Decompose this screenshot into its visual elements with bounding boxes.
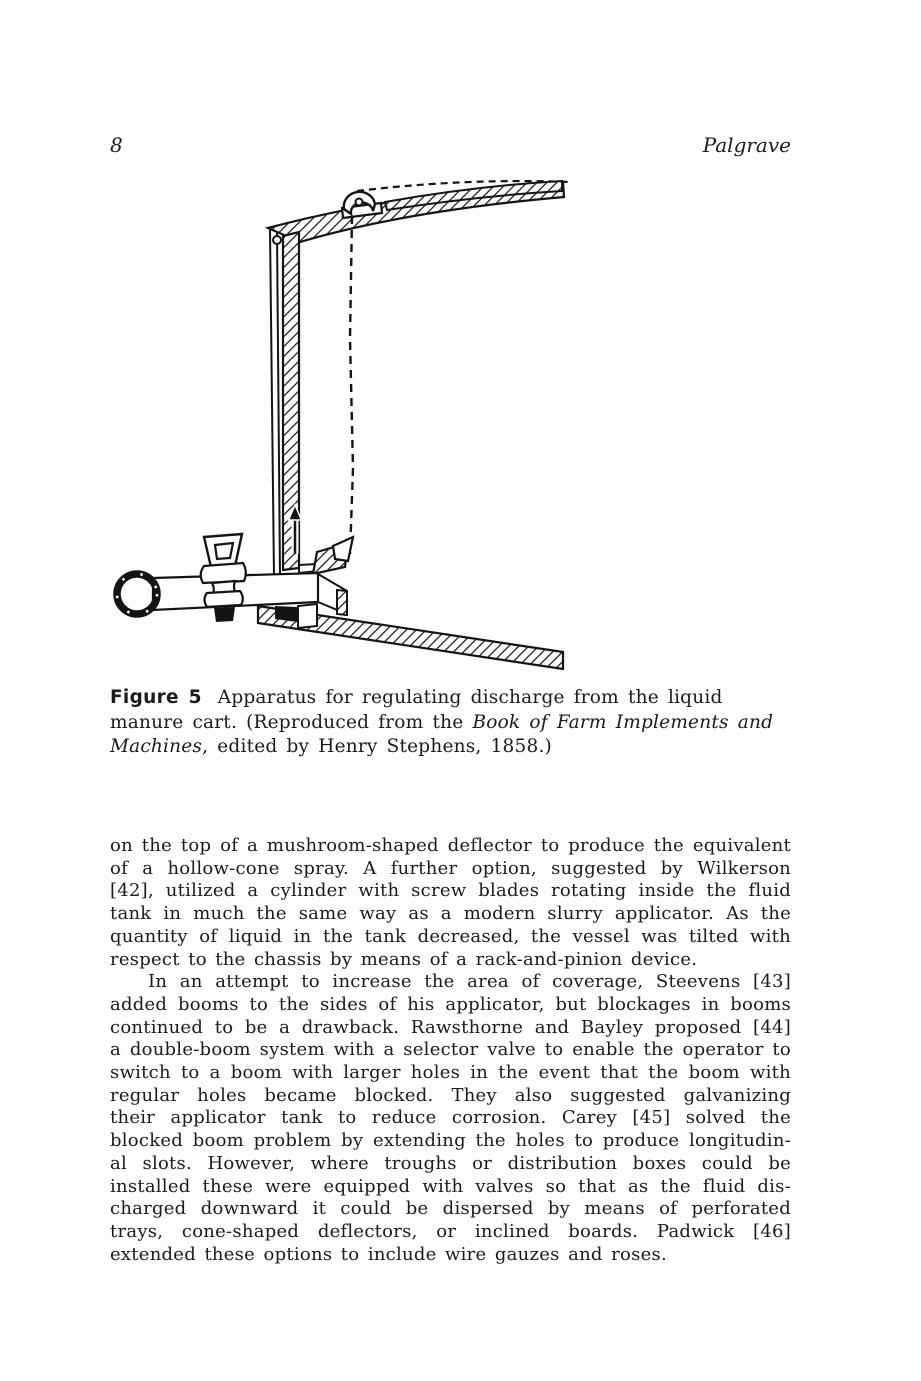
lever-beam	[268, 181, 569, 242]
pull-chain-dashed-line	[350, 216, 353, 554]
body-text	[110, 835, 791, 1266]
caption-book-title: Book of Farm Implements and	[472, 711, 774, 733]
manure-cart-apparatus-drawing	[105, 178, 580, 673]
figure-caption	[110, 686, 782, 760]
caption-text: , edited by Henry Stephens, 1858.)	[202, 736, 552, 758]
text-line: on the top of a mushroom-shaped deflector to produce the equivalent	[110, 835, 791, 856]
ring-handle	[117, 574, 157, 614]
text-line: a double-boom system with a selector valve to enable the operator to	[110, 1039, 791, 1061]
figure-drawing	[105, 178, 580, 673]
text-line: switch to a boom with larger holes in the event that the boom with	[110, 1062, 791, 1084]
text-line: tank in much the same way as a modern slurry applicator. As the	[110, 903, 791, 925]
caption-line	[110, 711, 782, 736]
paragraph-1	[110, 835, 791, 971]
caption-text: Apparatus for regulating discharge from the liquid	[217, 687, 723, 708]
valve-plug	[299, 537, 353, 574]
text-line: al slots. However, where troughs or distribution boxes could be	[110, 1152, 791, 1174]
text-line: continued to be a drawback. Rawsthorne and Bayley proposed [44]	[110, 1016, 791, 1038]
text-line: installed these were equipped with valves so that as the fluid dis-	[110, 1175, 791, 1197]
eyelet	[342, 192, 382, 218]
text-line: blocked boom problem by extending the holes to produce longitudin-	[110, 1130, 791, 1152]
text-line: their applicator tank to reduce corrosion. Carey [45] solved the	[110, 1107, 791, 1129]
running-head	[110, 133, 791, 159]
text-line: quantity of liquid in the tank decreased, the vessel was tilted with	[110, 925, 791, 947]
text-line: trays, cone-shaped deflectors, or inclined boards. Padwick [46]	[110, 1220, 791, 1242]
text-line: regular holes became blocked. They also suggested galvanizing	[110, 1084, 791, 1106]
tap-foot	[214, 607, 235, 622]
text-line: of a hollow-cone spray. A further option, suggested by Wilkerson	[110, 857, 791, 879]
text-line: respect to the chassis by means of a rack-and-pinion device.	[110, 948, 698, 970]
caption-line	[110, 686, 782, 711]
text-line: charged downward it could be dispersed by means of perforated	[110, 1198, 791, 1220]
running-title: Palgrave	[702, 133, 791, 157]
text-line: [42], utilized a cylinder with screw blades rotating inside the fluid	[110, 880, 791, 902]
pivot-rivet	[273, 236, 281, 244]
caption-line	[110, 735, 782, 760]
caption-text: manure cart. (Reproduced from the	[110, 711, 473, 733]
figure-label: Figure 5	[110, 687, 202, 708]
tap-valve	[201, 534, 246, 622]
page-number: 8	[110, 133, 123, 157]
text-line: In an attempt to increase the area of coverage, Steevens [43]	[148, 971, 791, 993]
text-line: extended these options to include wire gauzes and roses.	[110, 1243, 667, 1265]
paragraph-2	[110, 971, 791, 1266]
text-line: added booms to the sides of his applicator, but blockages in booms	[110, 993, 791, 1015]
caption-book-title: Machines	[110, 736, 203, 758]
